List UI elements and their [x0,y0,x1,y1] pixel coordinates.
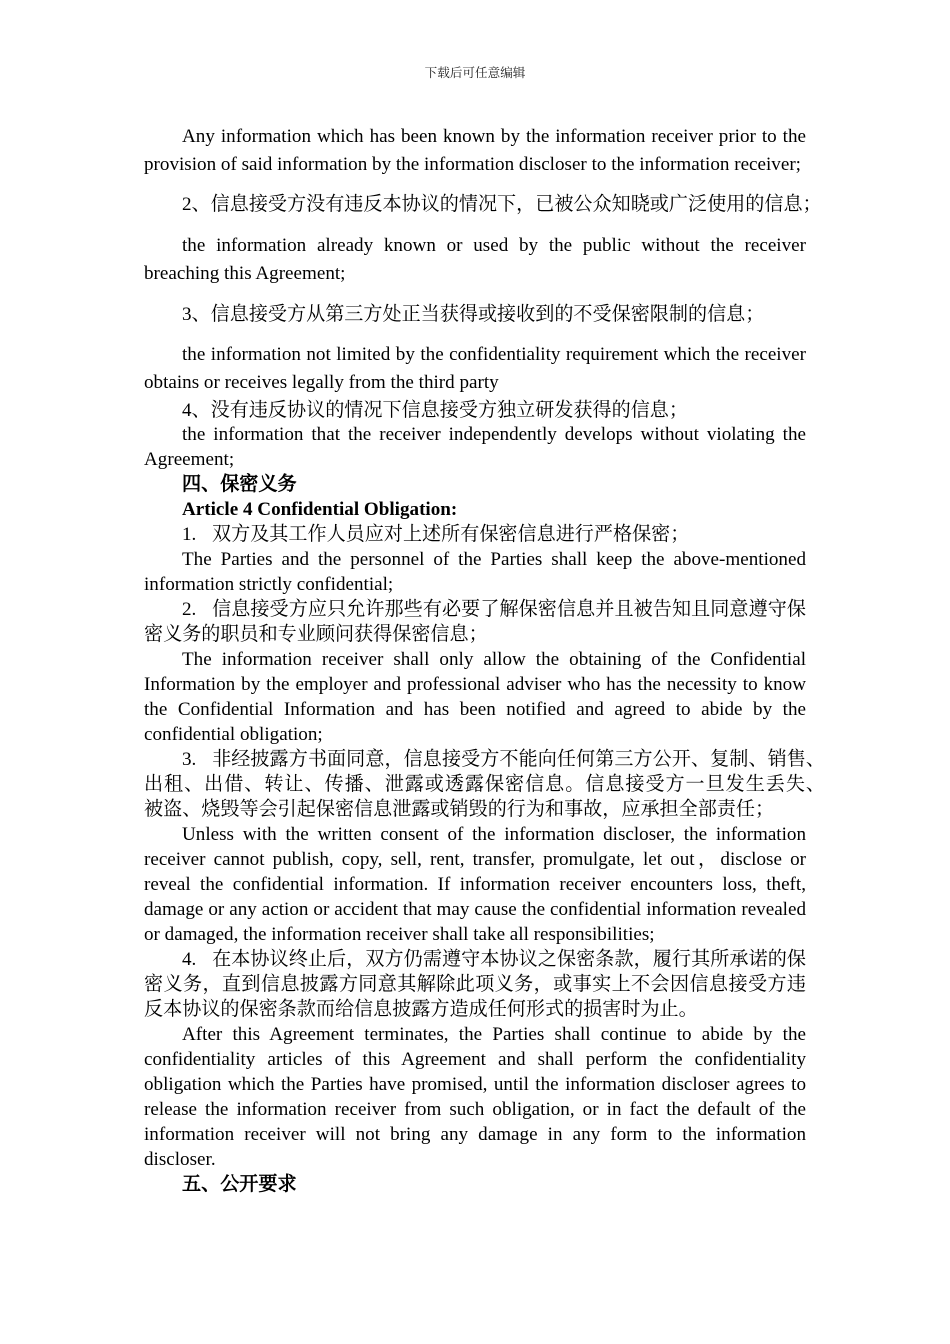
text-line: Agreement; [144,449,235,471]
section-heading [144,473,806,498]
paragraph [144,301,806,330]
text-line: obligation which the Parties have promised, until the information discloser agrees to [144,1073,806,1095]
paragraph [144,598,806,648]
text-line [144,598,806,623]
paragraph [144,523,806,548]
list-number: 1. [182,524,197,546]
paragraph [144,823,806,948]
text-line: 出租、出借、转让、传播、泄露或透露保密信息。信息接受方一旦发生丢失、 [144,774,825,796]
paragraph [144,123,806,180]
text-line: discloser. [144,1148,216,1170]
text-line-content: 双方及其工作人员应对上述所有保密信息进行严格保密； [212,524,690,546]
text-line: the Confidential Information and has been notified and agreed to abide by the [144,699,806,721]
paragraph [144,341,806,398]
section-heading [144,1173,806,1198]
text-line: receiver cannot publish, copy, sell, rent, transfer, promulgate, let out，disclose or [144,848,806,870]
text-line: 密义务的职员和专业顾问获得保密信息； [144,624,488,646]
text-line: confidentiality articles of this Agreement and shall perform the confidentiality [144,1048,806,1070]
text-line-content: 在本协议终止后，双方仍需遵守本协议之保密条款，履行其所承诺的保 [212,948,806,970]
text-line: obtains or receives legally from the third party [144,372,499,394]
text-line: 五、公开要求 [182,1173,297,1195]
text-line: Any information which has been known by the information receiver prior to the [182,125,806,147]
text-line: The Parties and the personnel of the Parties shall keep the above-mentioned [182,549,806,571]
text-line: 4、没有违反协议的情况下信息接受方独立研发获得的信息； [182,399,688,421]
text-line: the information that the receiver independently develops without violating the [182,424,806,446]
text-line: or damaged, the information receiver shall take all responsibilities; [144,923,655,945]
text-line-content: 非经披露方书面同意，信息接受方不能向任何第三方公开、复制、销售、 [212,749,825,771]
text-line: 2、信息接受方没有违反本协议的情况下，已被公众知晓或广泛使用的信息； [182,193,822,215]
page-header-note: 下载后可任意编辑 [424,66,526,80]
text-line: 被盗、烧毁等会引起保密信息泄露或销毁的行为和事故，应承担全部责任； [144,799,775,821]
text-line: the information already known or used by the public without the receiver [182,234,806,256]
text-line: 密义务，直到信息披露方同意其解除此项义务，或事实上不会因信息接受方违 [144,973,806,995]
text-line: breaching this Agreement; [144,263,346,285]
text-line: reveal the confidential information. If information receiver encounters loss, theft, [144,873,806,895]
text-line: 四、保密义务 [182,474,297,496]
text-line [144,523,806,548]
text-line: 3、信息接受方从第三方处正当获得或接收到的不受保密限制的信息； [182,303,765,325]
text-line: Article 4 Confidential Obligation: [182,499,458,521]
paragraph [144,423,806,473]
text-line: confidential obligation; [144,724,323,746]
paragraph [144,548,806,598]
text-line [144,948,806,973]
text-line: After this Agreement terminates, the Parties shall continue to abide by the [182,1023,806,1045]
text-line: damage or any action or accident that may cause the confidential information revealed [144,898,806,920]
paragraph [144,399,806,424]
paragraph [144,1023,806,1173]
list-number: 2. [182,599,197,621]
paragraph [144,232,806,289]
text-line: the information not limited by the confidentiality requirement which the receiver [182,343,806,365]
text-line: release the information receiver from such obligation, or in fact the default of the [144,1098,806,1120]
paragraph [144,191,822,220]
paragraph [144,948,806,1023]
list-number: 4. [182,948,197,970]
text-line [144,748,825,773]
text-line: The information receiver shall only allow the obtaining of the Confidential [182,649,806,671]
text-line: 反本协议的保密条款而给信息披露方造成任何形式的损害时为止。 [144,998,698,1020]
list-number: 3. [182,749,197,771]
text-line: Information by the employer and professional adviser who has the necessity to know [144,674,806,696]
text-line: provision of said information by the information discloser to the information receiver; [144,154,801,176]
text-line: information receiver will not bring any damage in any form to the information [144,1123,806,1145]
paragraph [144,648,806,748]
text-line: information strictly confidential; [144,574,394,596]
paragraph [144,748,825,823]
section-heading [144,498,806,523]
text-line: Unless with the written consent of the information discloser, the information [182,823,806,845]
text-line-content: 信息接受方应只允许那些有必要了解保密信息并且被告知且同意遵守保 [212,599,806,621]
